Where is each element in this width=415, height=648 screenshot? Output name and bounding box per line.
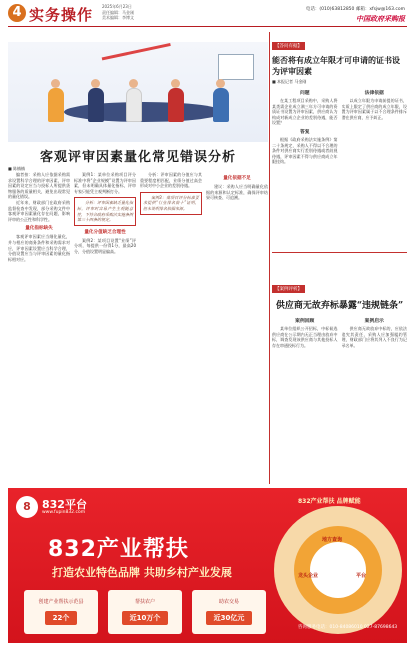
ad-circle-label: 地方查询: [322, 537, 343, 543]
case-analysis: 案例3：某项目评分标准要求提供“行业排名前十”证明，但未说明排名依据来源。: [143, 194, 199, 211]
ad-banner[interactable]: [8, 488, 407, 643]
section-heading: 量化依据不足: [223, 176, 251, 181]
ad-tagline: 832产业帮扶 品牌赋能: [298, 498, 361, 505]
ad-circle-label: 平台: [356, 573, 367, 579]
section-divider: [272, 252, 407, 253]
article-headline: 客观评审因素量化常见错误分析: [39, 150, 236, 165]
ad-slogan: 打造农业特色品牌 共助乡村产业发展: [52, 566, 232, 579]
section-title: 实务操作: [29, 6, 94, 24]
section-heading: 量化指标缺失: [25, 226, 53, 232]
ad-stat-label: 帮扶农户: [134, 599, 155, 605]
article-byline: ■ 陈楠楠: [8, 166, 26, 171]
person-figure: [213, 88, 229, 122]
case-review-heading: 案例回顾: [295, 318, 315, 324]
ad-stat: [192, 590, 266, 634]
article-paragraph: 客观评审因素应当细化量化，并与相应的商务条件和采购需求对应，评审因素设置应当科学合理，分值设置应当与评审因素的量化指标相对应。: [8, 234, 70, 262]
case-box: [74, 197, 136, 225]
column-divider: [269, 32, 270, 484]
section-heading: 量化分值缺乏合理性: [84, 229, 126, 235]
person-head: [129, 79, 138, 88]
qa-column: [342, 87, 408, 165]
article-body: [8, 172, 268, 487]
article-column: [206, 172, 268, 487]
case-review: 某单位组织公开招标，中标候选供应商在公示期内无正当理由放弃中标，调查发现该供应商与其他投标人存在串通投标行为。: [272, 325, 338, 348]
qa-answer: 以成立年限为申请前提的证书，实质上限定了供应商的成立年限，设置为评审因素属于以不合理条件排斥潜在供应商，应予纠正。: [341, 98, 407, 120]
qa-column: [272, 87, 338, 165]
masthead-art-editor: 美术编辑：李博文: [102, 15, 134, 20]
article-paragraph: 案例2：某项目设置“业绩”评分项，每提供一份得1分，最高20分，分值设置明显偏高。: [74, 237, 136, 254]
case-body: [272, 315, 407, 348]
masthead: [0, 0, 415, 30]
ad-stat-label: 创建产业帮扶示范县: [38, 599, 84, 605]
ad-stat-label: 助农交易: [218, 599, 239, 605]
masthead-date: 2025年6月23日: [102, 4, 132, 9]
case-lesson: 供应商无故放弃中标的，应依法追究其责任，采购人应加强履约管理，财政部门应将其列入不良行为记录名单。: [341, 325, 407, 348]
qa-answer-heading: 答复: [299, 129, 310, 135]
ad-circle-label: 龙头企业: [298, 573, 319, 579]
ad-stat-value: 近10万个: [122, 611, 169, 625]
person-figure: [48, 88, 64, 122]
person-head: [216, 79, 225, 88]
case-column: [342, 315, 408, 348]
ad-stat: [108, 590, 182, 634]
qa-answer: 根据《政府采购法实施条例》第二十条规定，采购人不得以不合理的条件对供应商实行差别待遇或者歧视待遇，评审因素不得与供应商成立年限挂钩。: [272, 136, 338, 165]
masthead-contact: 电话：(010)63812850 邮箱：xfsjw@163.com: [305, 7, 405, 12]
qa-basis-heading: 法律依据: [364, 91, 384, 96]
case-box: [140, 192, 202, 215]
qa-tag: 【答问有据】: [272, 42, 305, 50]
ad-brand: 832平台: [42, 498, 87, 511]
qa-body: [272, 87, 407, 165]
article-paragraph: 分析：评审因素的分值应与其重要程度相匹配，业绩分值过高会形成对中小企业的差别待遇。: [140, 172, 202, 189]
ad-circle-core: [310, 542, 366, 598]
platform-logo-icon: 8: [16, 496, 38, 518]
person-head: [51, 79, 60, 88]
person-head: [91, 79, 100, 88]
article-column: [8, 172, 70, 487]
article-paragraph: 近年来，财政部门在政府采购监督检查中发现，部分采购文件中客观评审因素量化存在问题，影响评审的公正性和科学性。: [8, 199, 70, 222]
article-intro: 编者按：采购人应依据采购需求设置科学合理的评审因素，评审因素的设定应当与投标人所提供货物服务的质量相关，避免出现常见的量化错误。: [8, 172, 70, 200]
case-tag: 【案例评析】: [272, 285, 305, 293]
chart-board-icon: [218, 54, 254, 80]
qa-question-heading: 问题: [299, 91, 310, 96]
sidebar-articles: [272, 32, 407, 487]
ad-circle-graphic: [274, 506, 402, 634]
ad-url[interactable]: www.fupin832.com: [42, 510, 86, 515]
trend-arrow-icon: [102, 43, 175, 77]
masthead-rule: [8, 26, 407, 27]
article-paragraph: 案例1：某单位采购项目评分标准中将“企业规模”设置为评审因素，但未明确具体量化指标，评审专家只能凭主观判断打分。: [74, 172, 136, 194]
person-figure: [126, 88, 142, 122]
qa-byline: ■ 本报记者 马金刚: [272, 79, 307, 84]
qa-headline: 能否将有成立年限才可申请的证书设为评审因素: [272, 55, 400, 76]
spacer: [272, 165, 407, 275]
article-column: [74, 172, 136, 487]
ad-stat-value: 22个: [45, 611, 78, 625]
article-column: [140, 172, 202, 487]
ad-stats: [24, 590, 266, 634]
case-headline: 供应商无故弃标暴露“违规链条”: [275, 300, 404, 311]
article-illustration: [8, 42, 268, 142]
ad-title: 832产业帮扶: [48, 537, 189, 562]
person-figure: [168, 88, 184, 122]
case-column: [272, 315, 338, 348]
masthead-meta: [102, 4, 134, 21]
qa-question: 在某工程项目采购中，采购人将某类需企业成立满三年方可申请的资质证书设置为评审因素，供应商认为构成对新成立企业的差别待遇，能否设置？: [272, 98, 338, 126]
ad-stat: [24, 590, 98, 634]
case-analysis: 分析：评审因素缺乏量化指标，评审时容易产生主观随意性，不符合政府采购法实施条例第三十四条的规定。: [77, 200, 133, 223]
ad-stat-value: 近30亿元: [206, 611, 253, 625]
newspaper-logo: 中国政府采购报: [356, 14, 405, 23]
ad-phone: 咨询服务电话：010-84086010 027-87698643: [298, 625, 398, 630]
page-number: 4: [8, 4, 26, 22]
person-head: [171, 79, 180, 88]
article-paragraph: 建议：采购人应当明确量化依据的来源和认定标准，确保评审结果可核查、可追溯。: [206, 184, 268, 201]
main-article: [8, 32, 268, 487]
masthead-editor: 责任编辑：马金刚: [102, 9, 134, 15]
case-lesson-heading: 案例启示: [364, 318, 384, 324]
person-figure: [88, 88, 104, 122]
